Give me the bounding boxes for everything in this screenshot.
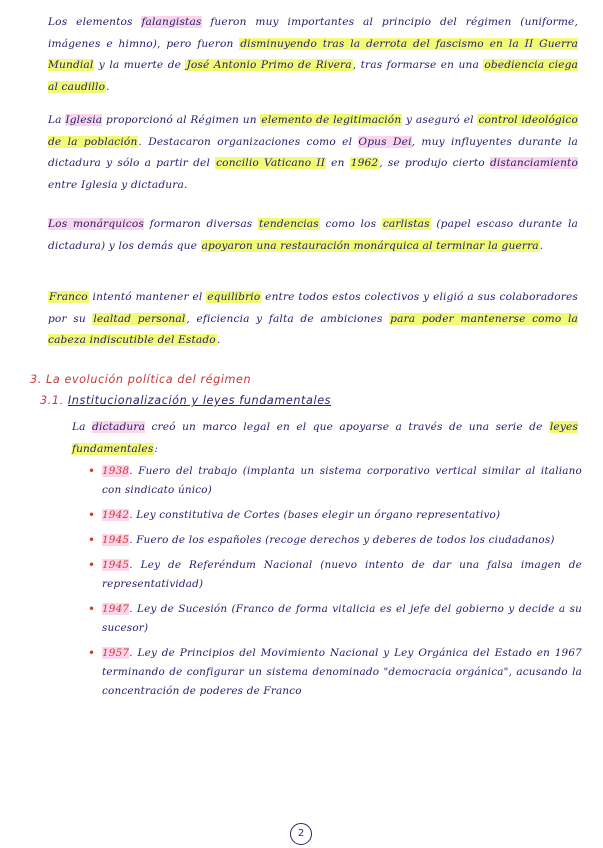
highlight: Los monárquicos (48, 218, 144, 230)
section-number: 3.1. (40, 394, 64, 407)
text: entre todos estos colectivos y eligió a sus colaboradores por su (48, 291, 578, 325)
text: : (154, 442, 159, 455)
text: en (326, 157, 350, 170)
highlight: Opus Dei (358, 135, 412, 148)
text: . (106, 80, 110, 93)
text: proporcionó al Régimen un (102, 114, 261, 126)
text: , muy influyentes durante la dictadura y sólo a partir del (48, 135, 578, 170)
text: Los elementos (48, 16, 142, 28)
text: fueron muy importantes al principio del régimen (uniforme, imágenes e himno), pero fueron (48, 16, 578, 50)
text: , se produjo cierto (379, 157, 490, 170)
text: y la muerte de (94, 59, 186, 72)
law-text: . Ley de Referéndum Nacional (nuevo intento de dar una falsa imagen de representatividad) (102, 559, 582, 590)
highlight: carlistas (382, 218, 430, 230)
text: entre Iglesia y dictadura. (48, 178, 188, 191)
law-text: . Ley de Sucesión (Franco de forma vitalicia es el jefe del gobierno y decide a su sucesor) (102, 603, 582, 634)
law-year: 1938 (102, 465, 130, 477)
text: y aseguró el (402, 114, 478, 126)
highlight: para poder mantenerse como la cabeza indiscutible del Estado (48, 312, 578, 347)
list-item (96, 600, 582, 638)
highlight: dictadura (92, 421, 146, 433)
text: La (48, 114, 66, 126)
laws-intro (72, 417, 578, 460)
highlight: concilio Vaticano II (216, 157, 326, 170)
law-year: 1945 (102, 559, 130, 571)
text: formaron diversas (143, 218, 259, 230)
paragraph-iglesia (48, 110, 578, 196)
law-text: . Ley de Principios del Movimiento Nacional y Ley Orgánica del Estado en 1967 terminando de configurar un sistema denominado "democracia orgánica", acusando la concentración de poderes de Franco (102, 647, 582, 697)
highlight: falangistas (141, 16, 202, 28)
law-text: . Fuero del trabajo (implanta un sistema corporativo vertical similar al italiano con sindicato único) (102, 465, 582, 496)
law-year: 1957 (102, 647, 130, 659)
highlight: leyes fundamentales (72, 421, 578, 455)
text: como los (319, 218, 382, 230)
text: (papel escaso durante la dictadura) y los demás que (48, 218, 578, 252)
text: . (216, 334, 221, 347)
highlight: tendencias (259, 218, 319, 230)
paragraph-monarquicos (48, 214, 578, 257)
highlight: control ideológico de la población (48, 114, 579, 148)
highlight: equilibrio (207, 291, 261, 303)
list-item (96, 556, 582, 594)
highlight: elemento de legitimación (261, 114, 402, 126)
highlight: 1962 (350, 157, 379, 170)
highlight: distanciamiento (489, 157, 578, 170)
law-text: . Fuero de los españoles (recoge derechos y deberes de todos los ciudadanos) (129, 534, 555, 546)
text: creó un marco legal en el que apoyarse a través de una serie de (145, 421, 549, 433)
text: La (72, 421, 93, 433)
highlight: Iglesia (65, 114, 103, 126)
list-item (96, 462, 582, 500)
law-year: 1945 (102, 534, 130, 546)
paragraph-falangistas (48, 12, 578, 98)
highlight: apoyaron una restauración monárquica al terminar la guerra (201, 239, 539, 252)
section-title-text: Institucionalización y leyes fundamentales (67, 394, 332, 407)
section-title (68, 394, 331, 407)
text: , tras formarse en una (352, 59, 484, 72)
highlight: lealtad personal (93, 312, 186, 325)
laws-list (96, 462, 582, 707)
section-3-heading: 3. La evolución política del régimen (30, 373, 252, 386)
law-text: . Ley constitutiva de Cortes (bases elegir un órgano representativo) (129, 509, 501, 521)
list-item (96, 531, 582, 550)
list-item (96, 644, 582, 701)
text: . (539, 239, 544, 252)
text: . Destacaron organizaciones como el (138, 135, 359, 148)
law-year: 1947 (102, 603, 130, 615)
highlight: obediencia ciega al caudillo (48, 59, 578, 93)
section-3-1-heading (40, 394, 331, 407)
highlight: José Antonio Primo de Rivera (186, 59, 352, 72)
law-year: 1942 (102, 509, 130, 521)
highlight: Franco (49, 291, 88, 303)
text: , eficiencia y falta de ambiciones (186, 312, 390, 325)
paragraph-franco (48, 287, 578, 352)
text: intentó mantener el (88, 291, 207, 303)
page-number: 2 (290, 823, 312, 845)
highlight: disminuyendo tras la derrota del fascismo en la II Guerra Mundial (48, 37, 578, 72)
list-item (96, 506, 582, 525)
